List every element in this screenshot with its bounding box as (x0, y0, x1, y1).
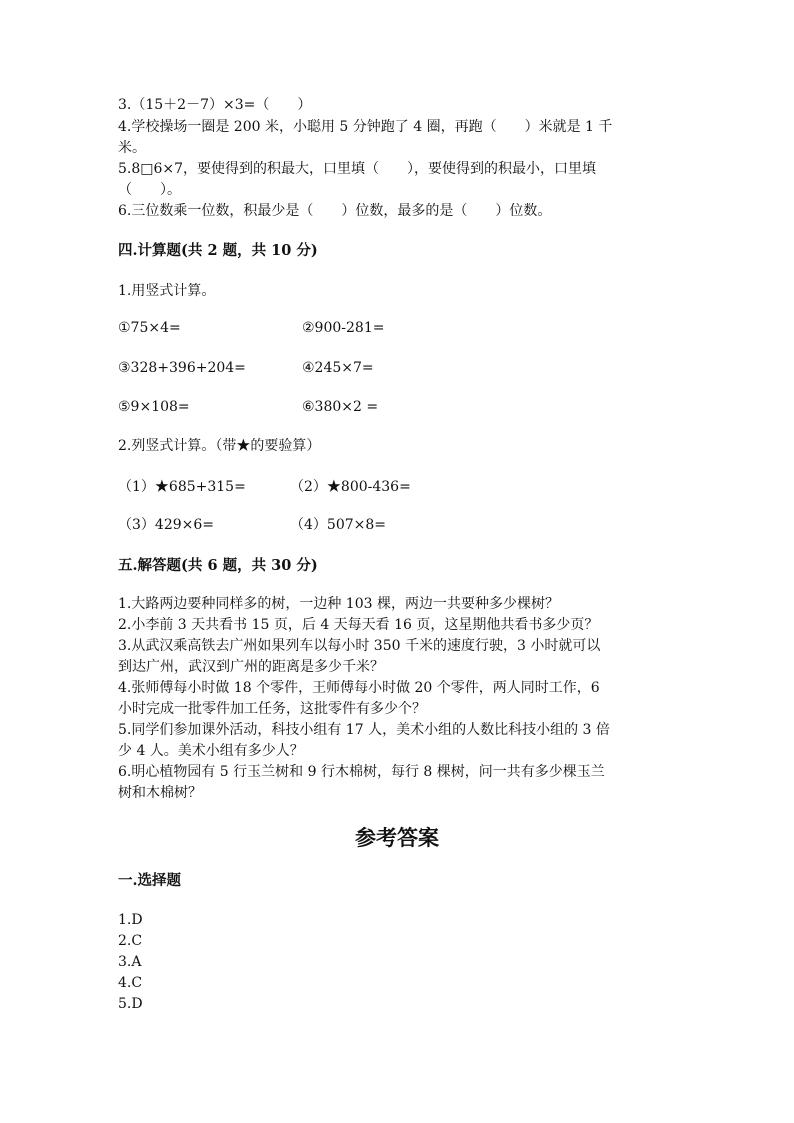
section-5-title: 五.解答题(共 6 题，共 30 分) (118, 557, 318, 574)
word-problem-line: 3.从武汉乘高铁去广州如果列车以每小时 350 千米的速度行驶，3 小时就可以 (118, 638, 601, 654)
calc-q1-title: 1.用竖式计算。 (118, 283, 216, 299)
word-problem-line: 树和木棉树？ (118, 785, 202, 801)
calc-q1-item: ⑤9×108= (118, 399, 190, 415)
section-4-title: 四.计算题(共 2 题，共 10 分) (118, 242, 318, 259)
fill-question-3: 3.（15＋2－7）×3=（ ） (118, 97, 312, 113)
fill-question-5: 5.8□6×7，要使得到的积最大，口里填（ ），要使得到的积最小，口里填 (118, 161, 597, 177)
calc-q1-item: ⑥380×2 = (302, 399, 379, 415)
answer-item: 2.C (118, 933, 143, 949)
fill-question-4-cont: 米。 (118, 140, 146, 156)
word-problem-line: 1.大路两边要种同样多的树，一边种 103 棵，两边一共要种多少棵树？ (118, 596, 559, 612)
calc-q2-title: 2.列竖式计算。（带★的要验算） (118, 438, 321, 454)
answer-item: 3.A (118, 954, 142, 970)
calc-q2-item: （3）429×6= (118, 517, 214, 533)
calc-q1-item: ③328+396+204= (118, 360, 246, 376)
word-problem-line: 少 4 人。美术小组有多少人？ (118, 743, 304, 759)
fill-question-6: 6.三位数乘一位数，积最少是（ ）位数，最多的是（ ）位数。 (118, 203, 552, 219)
word-problem-line: 4.张师傅每小时做 18 个零件，王师傅每小时做 20 个零件，两人同时工作，6 (118, 680, 600, 696)
calc-q2-item: （2）★800-436= (290, 479, 411, 495)
fill-question-5-cont: （ ）。 (118, 182, 181, 198)
answer-item: 5.D (118, 996, 143, 1012)
answer-item: 1.D (118, 912, 143, 928)
calc-q2-item: （1）★685+315= (118, 479, 246, 495)
word-problem-line: 到达广州，武汉到广州的距离是多少千米？ (118, 659, 384, 675)
answers-title: 参考答案 (355, 825, 439, 850)
fill-question-4: 4.学校操场一圈是 200 米，小聪用 5 分钟跑了 4 圈，再跑（ ）米就是 1 千 (118, 119, 613, 135)
answers-section-title: 一.选择题 (118, 872, 182, 889)
calc-q1-item: ①75×4= (118, 320, 181, 336)
answer-item: 4.C (118, 975, 143, 991)
calc-q1-item: ②900-281= (302, 320, 385, 336)
word-problem-line: 小时完成一批零件加工任务，这批零件有多少个？ (118, 701, 426, 717)
word-problem-line: 6.明心植物园有 5 行玉兰树和 9 行木棉树，每行 8 棵树，问一共有多少棵玉兰 (118, 764, 605, 780)
calc-q1-item: ④245×7= (302, 360, 374, 376)
word-problem-line: 5.同学们参加课外活动，科技小组有 17 人，美术小组的人数比科技小组的 3 倍 (118, 722, 610, 738)
word-problem-line: 2.小李前 3 天共看书 15 页，后 4 天每天看 16 页，这星期他共看书多少页？ (118, 617, 599, 633)
calc-q2-item: （4）507×8= (290, 517, 386, 533)
